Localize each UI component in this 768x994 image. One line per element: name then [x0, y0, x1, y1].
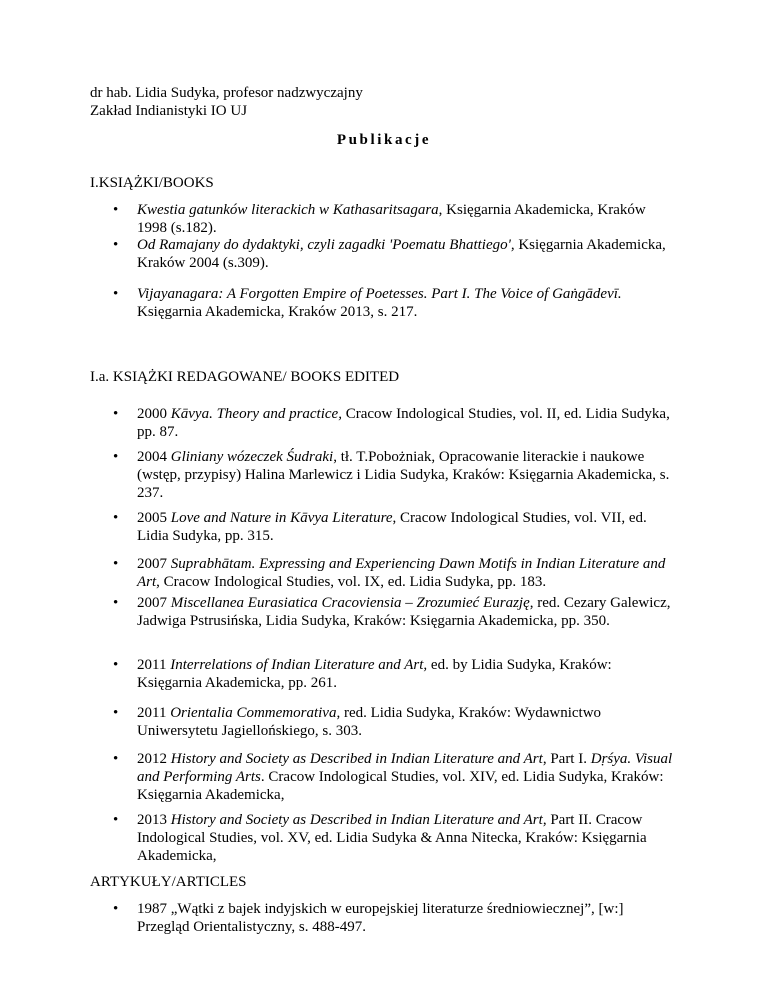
- publication-item: [137, 509, 677, 545]
- document-header: [90, 84, 363, 120]
- publication-item: [137, 448, 677, 502]
- publication-item: [137, 405, 677, 441]
- publication-item: [137, 236, 677, 272]
- section-heading: ARTYKUŁY/ARTICLES: [90, 874, 247, 890]
- section-heading: I.KSIĄŻKI/BOOKS: [90, 175, 214, 191]
- publication-text: 2011: [137, 657, 171, 673]
- publication-title: Od Ramajany do dydaktyki, czyli zagadki 'Poematu Bhattiego',: [137, 237, 515, 253]
- publication-text: , Cracow Indological Studies, vol. IX, ed. Lidia Sudyka, pp. 183.: [156, 574, 547, 590]
- publication-text: 2013: [137, 812, 171, 828]
- publication-item: [137, 900, 677, 936]
- publication-item: [137, 201, 677, 237]
- publication-title: History and Society as Described in Indian Literature and Art: [170, 751, 543, 767]
- publication-title: Vijayanagara: A Forgotten Empire of Poetesses. Part I. The Voice of Gaṅgādevī.: [137, 286, 622, 302]
- bullet-icon: •: [113, 751, 119, 767]
- publication-text: , red. Cezary Galewicz, Jadwiga Pstrusińska, Lidia Sudyka, Kraków: Księgarnia Akademicka, pp. 350.: [137, 595, 671, 629]
- publication-text: ed. by Lidia Sudyka, Kraków: Księgarnia Akademicka, pp. 261.: [137, 657, 612, 691]
- publication-title: Dṛśya. Visual and Performing Arts: [137, 751, 673, 785]
- publication-item: [137, 285, 677, 321]
- publication-text: Księgarnia Akademicka, Kraków 2013, s. 217.: [137, 304, 418, 320]
- publication-text: Cracow Indological Studies, vol. II, ed. Lidia Sudyka, pp. 87.: [137, 406, 670, 440]
- publication-text: , Księgarnia Akademicka, Kraków 1998 (s.182).: [137, 202, 646, 236]
- publication-text: 2012: [137, 751, 171, 767]
- publication-text: 2004: [137, 449, 171, 465]
- publication-text: , Part I.: [542, 751, 591, 767]
- publication-text: Księgarnia Akademicka, Kraków 2004 (s.309).: [137, 237, 666, 271]
- publication-text: , Part II. Cracow Indological Studies, vol. XV, ed. Lidia Sudyka & Anna Nitecka, Kraków: Księgarnia Akademicka,: [137, 812, 647, 864]
- publication-text: , Cracow Indological Studies, vol. VII, ed. Lidia Sudyka, pp. 315.: [137, 510, 647, 544]
- publication-title: Suprabhātam. Expressing and Experiencing Dawn Motifs in Indian Literature and Art: [137, 556, 666, 590]
- publication-item: [137, 555, 677, 591]
- publication-title: Love and Nature in Kāvya Literature: [170, 510, 393, 526]
- bullet-icon: •: [113, 449, 119, 465]
- bullet-icon: •: [113, 237, 119, 253]
- publication-title: Interrelations of Indian Literature and Art,: [170, 657, 428, 673]
- publication-title: History and Society as Described in Indian Literature and Art: [170, 812, 543, 828]
- publication-title: Gliniany wózeczek Śudraki: [170, 449, 334, 465]
- publication-text: 2007: [137, 556, 171, 572]
- publication-text: , tł. T.Pobożniak, Opracowanie literackie i naukowe (wstęp, przypisy) Halina Marlewicz i Lidia Sudyka, Kraków: Księgarnia Akademicka, s. 237.: [137, 449, 670, 501]
- bullet-icon: •: [113, 556, 119, 572]
- publication-text: 2005: [137, 510, 171, 526]
- publication-text: 2011: [137, 705, 171, 721]
- publication-text: 2007: [137, 595, 171, 611]
- institution-line: Zakład Indianistyki IO UJ: [90, 103, 248, 119]
- publication-title: Miscellanea Eurasiatica Cracoviensia – Zrozumieć Eurazję: [170, 595, 530, 611]
- publication-text: 2000: [137, 406, 171, 422]
- publication-title: Orientalia Commemorativa: [170, 705, 337, 721]
- bullet-icon: •: [113, 812, 119, 828]
- author-line: dr hab. Lidia Sudyka, profesor nadzwyczajny: [90, 85, 363, 101]
- publication-text: . Cracow Indological Studies, vol. XIV, ed. Lidia Sudyka, Kraków: Księgarnia Akademicka,: [137, 769, 664, 803]
- bullet-icon: •: [113, 705, 119, 721]
- bullet-icon: •: [113, 202, 119, 218]
- bullet-icon: •: [113, 406, 119, 422]
- publication-title: Kwestia gatunków literackich w Kathasaritsagara: [137, 202, 439, 218]
- page-title: Publikacje: [336, 132, 432, 148]
- publication-item: [137, 594, 677, 630]
- publication-item: [137, 656, 677, 692]
- bullet-icon: •: [113, 901, 119, 917]
- publication-text: , red. Lidia Sudyka, Kraków: Wydawnictwo Uniwersytetu Jagiellońskiego, s. 303.: [137, 705, 602, 739]
- publication-title: Kāvya. Theory and practice,: [170, 406, 342, 422]
- bullet-icon: •: [113, 657, 119, 673]
- bullet-icon: •: [113, 510, 119, 526]
- publication-text: 1987 „Wątki z bajek indyjskich w europejskiej literaturze średniowiecznej”, [w:] Przegląd Orientalistyczny, s. 488-497.: [137, 901, 624, 935]
- publication-item: [137, 750, 677, 804]
- bullet-icon: •: [113, 595, 119, 611]
- bullet-icon: •: [113, 286, 119, 302]
- publication-item: [137, 811, 677, 865]
- publication-item: [137, 704, 677, 740]
- section-heading: I.a. KSIĄŻKI REDAGOWANE/ BOOKS EDITED: [90, 369, 400, 385]
